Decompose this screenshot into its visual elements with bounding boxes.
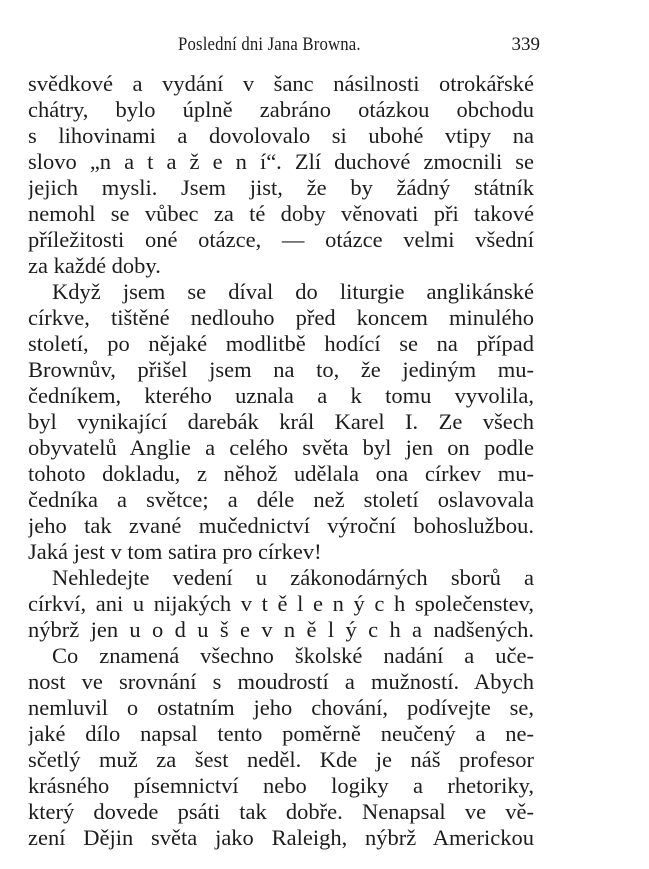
text-line: byl vynikající darebák král Karel I. Ze všech xyxy=(28,409,534,434)
text-line: Brownův, přišel jsem na to, že jediným mu- xyxy=(28,357,534,382)
text-line: čedníka a světce; a déle než století oslavovala xyxy=(28,487,534,512)
text-line: obyvatelů Anglie a celého světa byl jen on podle xyxy=(28,435,534,460)
text-line: tohoto dokladu, z něhož udělala ona církev mu- xyxy=(28,461,534,486)
text-line: krásného písemnictví nebo logiky a rhetoriky, xyxy=(28,773,534,798)
running-title: Poslední dni Jana Browna. xyxy=(178,34,361,55)
text-line: za každé doby. xyxy=(28,253,161,278)
text-line: církve, tištěné nedlouho před koncem minulého xyxy=(28,305,534,330)
text-line: čedníkem, kterého uznala a k tomu vyvolila, xyxy=(28,383,534,408)
text-line: s lihovinami a dovolovalo si ubohé vtipy na xyxy=(28,123,534,148)
text-line: století, po nějaké modlitbě hodící se na případ xyxy=(28,331,534,356)
text-line: nemluvil o ostatním jeho chování, podívejte se, xyxy=(28,695,534,720)
text-line: Když jsem se díval do liturgie anglikánské xyxy=(52,279,534,304)
text-line: příležitosti oné otázce, — otázce velmi všední xyxy=(28,227,534,252)
text-line: Co znamená všechno školské nadání a uče- xyxy=(52,643,534,668)
text-line: který dovede psáti tak dobře. Nenapsal ve vě- xyxy=(28,799,534,824)
page-header xyxy=(28,34,540,62)
text-line: zení Dějin světa jako Raleigh, nýbrž Americkou xyxy=(28,825,534,850)
text-line: nost ve srovnání s moudrostí a mužností. Abych xyxy=(28,669,534,694)
text-line: svědkové a vydání v šanc násilnosti otrokářské xyxy=(28,71,534,96)
text-line: slovo „n a t a ž e n í“. Zlí duchové zmocnili se xyxy=(28,149,534,174)
text-line: jeho tak zvané mučednictví výroční bohoslužbou. xyxy=(28,513,534,538)
text-line: jaké dílo napsal tento poměrně neučený a ne- xyxy=(28,721,534,746)
page-number: 339 xyxy=(511,34,540,55)
body-text xyxy=(28,71,534,851)
text-line: nemohl se vůbec za té doby věnovati při takové xyxy=(28,201,534,226)
text-line: Jaká jest v tom satira pro církev! xyxy=(28,539,322,564)
text-line: církví, ani u nijakých v t ě l e n ý c h společenstev, xyxy=(28,591,534,616)
text-line: Nehledejte vedení u zákonodárných sborů a xyxy=(52,565,534,590)
text-line: jejich mysli. Jsem jist, že by žádný státník xyxy=(28,175,534,200)
text-line: nýbrž jen u o d u š e v n ě l ý c h a nadšených. xyxy=(28,617,534,642)
text-line: chátry, bylo úplně zabráno otázkou obchodu xyxy=(28,97,534,122)
text-line: sčetlý muž za šest neděl. Kde je náš profesor xyxy=(28,747,534,772)
